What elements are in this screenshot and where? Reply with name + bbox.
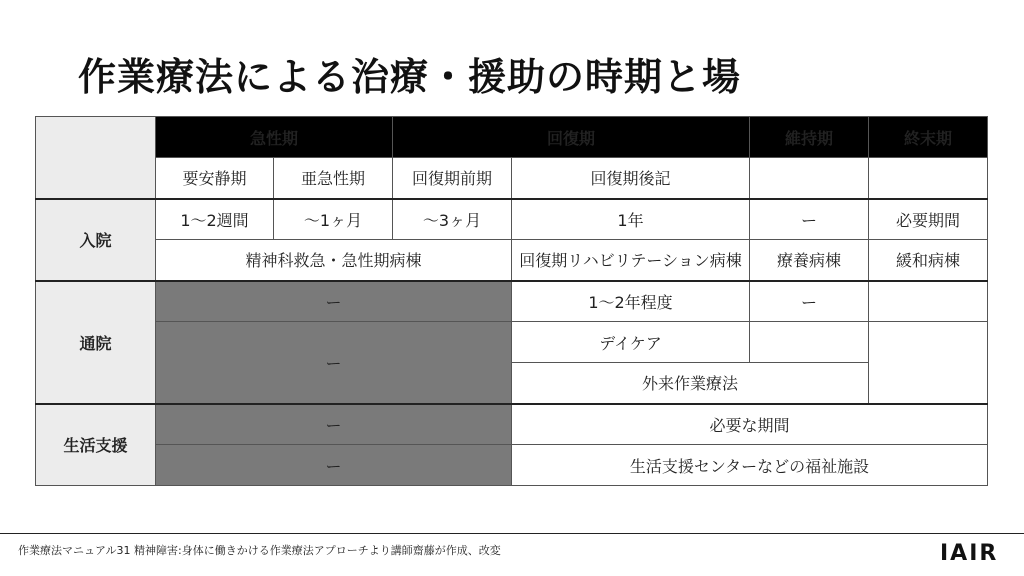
subphase-recovery-early: 回復期前期: [393, 158, 512, 199]
phase-terminal: 終末期: [869, 117, 988, 158]
ward-acute: 精神科救急・急性期病棟: [156, 240, 512, 281]
outpatient-early-dash: ー: [156, 322, 512, 404]
outpatient-terminal-empty: [869, 281, 988, 322]
ward-rehabilitation: 回復期リハビリテーション病棟: [512, 240, 750, 281]
footer-divider: [0, 533, 1024, 534]
phase-acute: 急性期: [156, 117, 393, 158]
life-support-dash-2: ー: [156, 445, 512, 486]
inpatient-duration-rest: 1〜2週間: [156, 199, 274, 240]
subphase-maintenance-empty: [750, 158, 869, 199]
row-label-life-support: 生活支援: [36, 404, 156, 486]
footer-source: 作業療法マニュアル31 精神障害:身体に働きかける作業療法アプローチより講師齋藤が作成、改変: [18, 544, 501, 557]
subphase-terminal-empty: [869, 158, 988, 199]
row-label-outpatient: 通院: [36, 281, 156, 404]
life-support-dash-1: ー: [156, 404, 512, 445]
inpatient-duration-subacute: 〜1ヶ月: [274, 199, 393, 240]
outpatient-daycare: デイケア: [512, 322, 750, 363]
subphase-rest: 要安静期: [156, 158, 274, 199]
outpatient-duration: 1〜2年程度: [512, 281, 750, 322]
schedule-table: [35, 116, 988, 486]
page-title: 作業療法による治療・援助の時期と場: [78, 55, 742, 99]
outpatient-maintenance-dash: ー: [750, 281, 869, 322]
inpatient-duration-terminal: 必要期間: [869, 199, 988, 240]
row-label-inpatient: 入院: [36, 199, 156, 281]
outpatient-acute-dash: ー: [156, 281, 512, 322]
outpatient-ot: 外来作業療法: [512, 363, 869, 404]
subphase-recovery-late: 回復期後記: [512, 158, 750, 199]
inpatient-duration-recovery-late: 1年: [512, 199, 750, 240]
inpatient-duration-recovery-early: 〜3ヶ月: [393, 199, 512, 240]
phase-recovery: 回復期: [393, 117, 750, 158]
inpatient-duration-maintenance: ー: [750, 199, 869, 240]
outpatient-terminal-span-empty: [869, 322, 988, 404]
life-support-period: 必要な期間: [512, 404, 988, 445]
outpatient-daycare-maintenance-empty: [750, 322, 869, 363]
iair-logo: IAIR: [940, 541, 999, 566]
ward-palliative: 緩和病棟: [869, 240, 988, 281]
life-support-facilities: 生活支援センターなどの福祉施設: [512, 445, 988, 486]
table-corner: [36, 117, 156, 199]
phase-maintenance: 維持期: [750, 117, 869, 158]
subphase-subacute: 亜急性期: [274, 158, 393, 199]
ward-recuperation: 療養病棟: [750, 240, 869, 281]
